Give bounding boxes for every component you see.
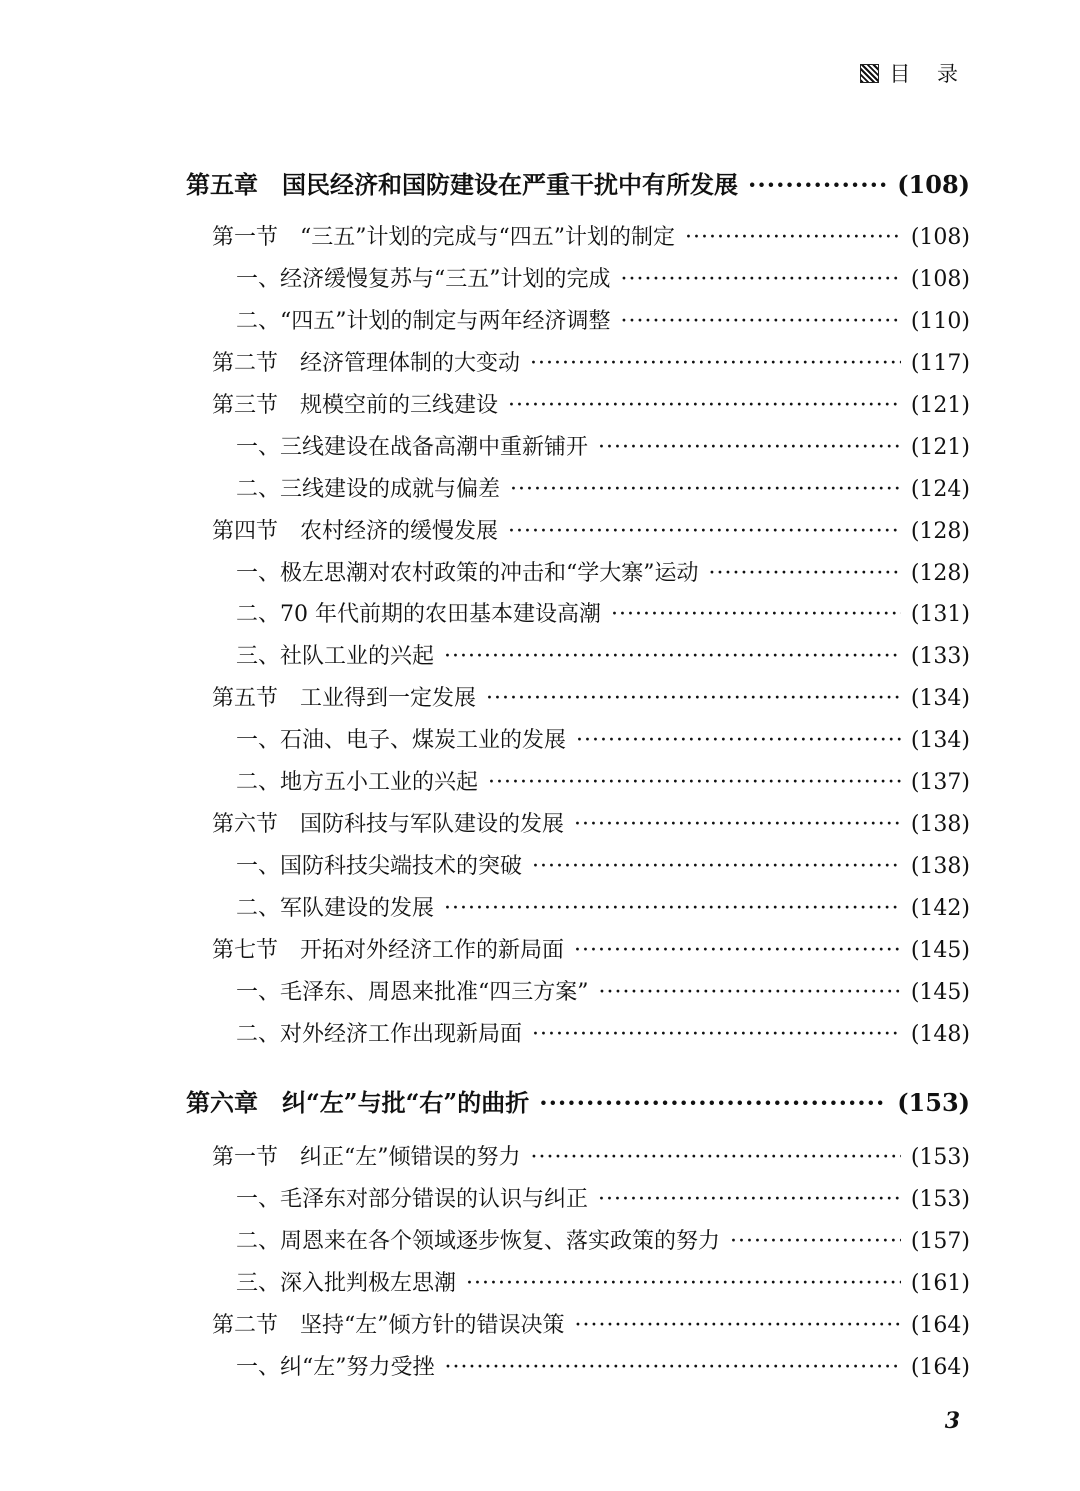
toc-entry-page: (161) (910, 1271, 970, 1296)
toc-section-entry (212, 807, 970, 838)
toc-leader-dots (444, 896, 901, 921)
toc-entry-page: (110) (910, 309, 970, 334)
toc-leader-dots (508, 519, 901, 544)
toc-entry-title: 二、对外经济工作出现新局面 (236, 1022, 523, 1047)
toc-leader-dots (466, 1271, 901, 1296)
toc-entry-title: 一、极左思潮对农村政策的冲击和“学大寨”运动 (236, 561, 699, 586)
toc-entry-page: (133) (910, 644, 970, 669)
toc-item-entry (236, 262, 970, 293)
toc-entry-page: (137) (910, 770, 970, 795)
toc-item-entry (236, 1350, 970, 1381)
toc-section-entry (212, 1308, 970, 1339)
toc-entry-page: (128) (910, 519, 970, 544)
toc-entry-page: (108) (910, 267, 970, 292)
toc-entry-title: 第五节 工业得到一定发展 (212, 686, 477, 711)
toc-entry-page: (128) (910, 561, 970, 586)
toc-leader-dots (685, 225, 901, 250)
toc-section-entry (212, 388, 970, 419)
page-number: 3 (944, 1408, 960, 1434)
toc-leader-dots (539, 1088, 887, 1117)
toc-item-entry (236, 849, 970, 880)
toc-entry-title: 第二节 坚持“左”倾方针的错误决策 (212, 1313, 565, 1338)
toc-entry-title: 三、社队工业的兴起 (236, 644, 435, 669)
toc-entry-page: (138) (910, 812, 970, 837)
toc-section-entry (212, 933, 970, 964)
toc-item-entry (236, 1182, 970, 1213)
toc-entry-title: 第二节 经济管理体制的大变动 (212, 351, 521, 376)
toc-entry-title: 一、毛泽东、周恩来批准“四三方案” (236, 980, 589, 1005)
toc-entry-title: 三、深入批判极左思潮 (236, 1271, 457, 1296)
toc-leader-dots (599, 980, 901, 1005)
toc-leader-dots (598, 435, 901, 460)
toc-entry-page: (153) (910, 1187, 970, 1212)
toc-entry-page: (164) (910, 1313, 970, 1338)
toc-leader-dots (621, 309, 901, 334)
toc-entry-page: (153) (910, 1145, 970, 1170)
toc-entry-title: 第七节 开拓对外经济工作的新局面 (212, 938, 565, 963)
toc-entry-page: (108) (910, 225, 970, 250)
toc-chapter-entry (186, 165, 970, 200)
toc-entry-title: 二、周恩来在各个领域逐步恢复、落实政策的努力 (236, 1229, 721, 1254)
toc-entry-title: 第六节 国防科技与军队建设的发展 (212, 812, 565, 837)
toc-item-entry (236, 304, 970, 335)
toc-item-entry (236, 975, 970, 1006)
toc-item-entry (236, 891, 970, 922)
toc-leader-dots (611, 602, 901, 627)
toc-item-entry (236, 765, 970, 796)
toc-item-entry (236, 472, 970, 503)
toc-entry-title: 一、石油、电子、煤炭工业的发展 (236, 728, 567, 753)
toc-item-entry (236, 1017, 970, 1048)
toc-item-entry (236, 1266, 970, 1297)
toc-leader-dots (576, 728, 901, 753)
toc-leader-dots (621, 267, 901, 292)
toc-leader-dots (510, 477, 901, 502)
toc-item-entry (236, 639, 970, 670)
toc-entry-title: 一、毛泽东对部分错误的认识与纠正 (236, 1187, 589, 1212)
toc-entry-title: 第四节 农村经济的缓慢发展 (212, 519, 499, 544)
toc-entry-title: 第一节 “三五”计划的完成与“四五”计划的制定 (212, 225, 675, 250)
toc-entry-title: 二、“四五”计划的制定与两年经济调整 (236, 309, 611, 334)
toc-entry-title: 二、军队建设的发展 (236, 896, 435, 921)
toc-leader-dots (532, 1022, 901, 1047)
toc-entry-page: (157) (910, 1229, 970, 1254)
header-label: 目 录 (889, 62, 968, 86)
toc-entry-page: (138) (910, 854, 970, 879)
toc-leader-dots (709, 561, 901, 586)
toc-entry-title: 第三节 规模空前的三线建设 (212, 393, 499, 418)
toc-leader-dots (575, 1313, 901, 1338)
toc-entry-page: (121) (910, 393, 970, 418)
toc-item-entry (236, 556, 970, 587)
toc-item-entry (236, 597, 970, 628)
toc-leader-dots (488, 770, 901, 795)
toc-section-entry (212, 681, 970, 712)
toc-entry-page: (153) (897, 1088, 970, 1117)
toc-leader-dots (730, 1229, 901, 1254)
toc-leader-dots (574, 812, 901, 837)
toc-section-entry (212, 220, 970, 251)
toc-entry-title: 二、70 年代前期的农田基本建设高潮 (236, 602, 601, 627)
toc-entry-title: 第六章 纠“左”与批“右”的曲折 (186, 1088, 530, 1117)
toc-entry-page: (108) (897, 170, 970, 199)
toc-entry-page: (142) (910, 896, 970, 921)
toc-entry-page: (164) (910, 1355, 970, 1380)
toc-entry-title: 一、国防科技尖端技术的突破 (236, 854, 523, 879)
toc-entry-title: 一、纠“左”努力受挫 (236, 1355, 435, 1380)
toc-entry-title: 一、三线建设在战备高潮中重新铺开 (236, 435, 589, 460)
header-ornament-icon (860, 64, 879, 83)
toc-leader-dots (532, 854, 901, 879)
toc-leader-dots (748, 170, 887, 199)
toc-entry-title: 第一节 纠正“左”倾错误的努力 (212, 1145, 521, 1170)
toc-item-entry (236, 723, 970, 754)
toc-entry-title: 第五章 国民经济和国防建设在严重干扰中有所发展 (186, 170, 738, 199)
toc-entry-title: 二、地方五小工业的兴起 (236, 770, 479, 795)
toc-item-entry (236, 430, 970, 461)
toc-entry-page: (134) (910, 686, 970, 711)
toc-entry-page: (134) (910, 728, 970, 753)
toc-section-entry (212, 346, 970, 377)
toc-leader-dots (530, 351, 901, 376)
toc-leader-dots (444, 644, 901, 669)
toc-leader-dots (486, 686, 901, 711)
toc-leader-dots (445, 1355, 901, 1380)
toc-entry-page: (145) (910, 980, 970, 1005)
running-header (860, 58, 968, 88)
toc-leader-dots (531, 1145, 901, 1170)
toc-item-entry (236, 1224, 970, 1255)
toc-entry-page: (148) (910, 1022, 970, 1047)
toc-chapter-entry (186, 1083, 970, 1118)
toc-leader-dots (574, 938, 901, 963)
toc-entry-page: (131) (910, 602, 970, 627)
toc-entry-page: (117) (910, 351, 970, 376)
toc-section-entry (212, 514, 970, 545)
toc-leader-dots (598, 1187, 901, 1212)
toc-entry-page: (121) (910, 435, 970, 460)
toc-entry-title: 一、经济缓慢复苏与“三五”计划的完成 (236, 267, 611, 292)
toc-section-entry (212, 1140, 970, 1171)
toc-entry-page: (145) (910, 938, 970, 963)
toc-entry-title: 二、三线建设的成就与偏差 (236, 477, 501, 502)
toc-leader-dots (508, 393, 901, 418)
toc-entry-page: (124) (910, 477, 970, 502)
